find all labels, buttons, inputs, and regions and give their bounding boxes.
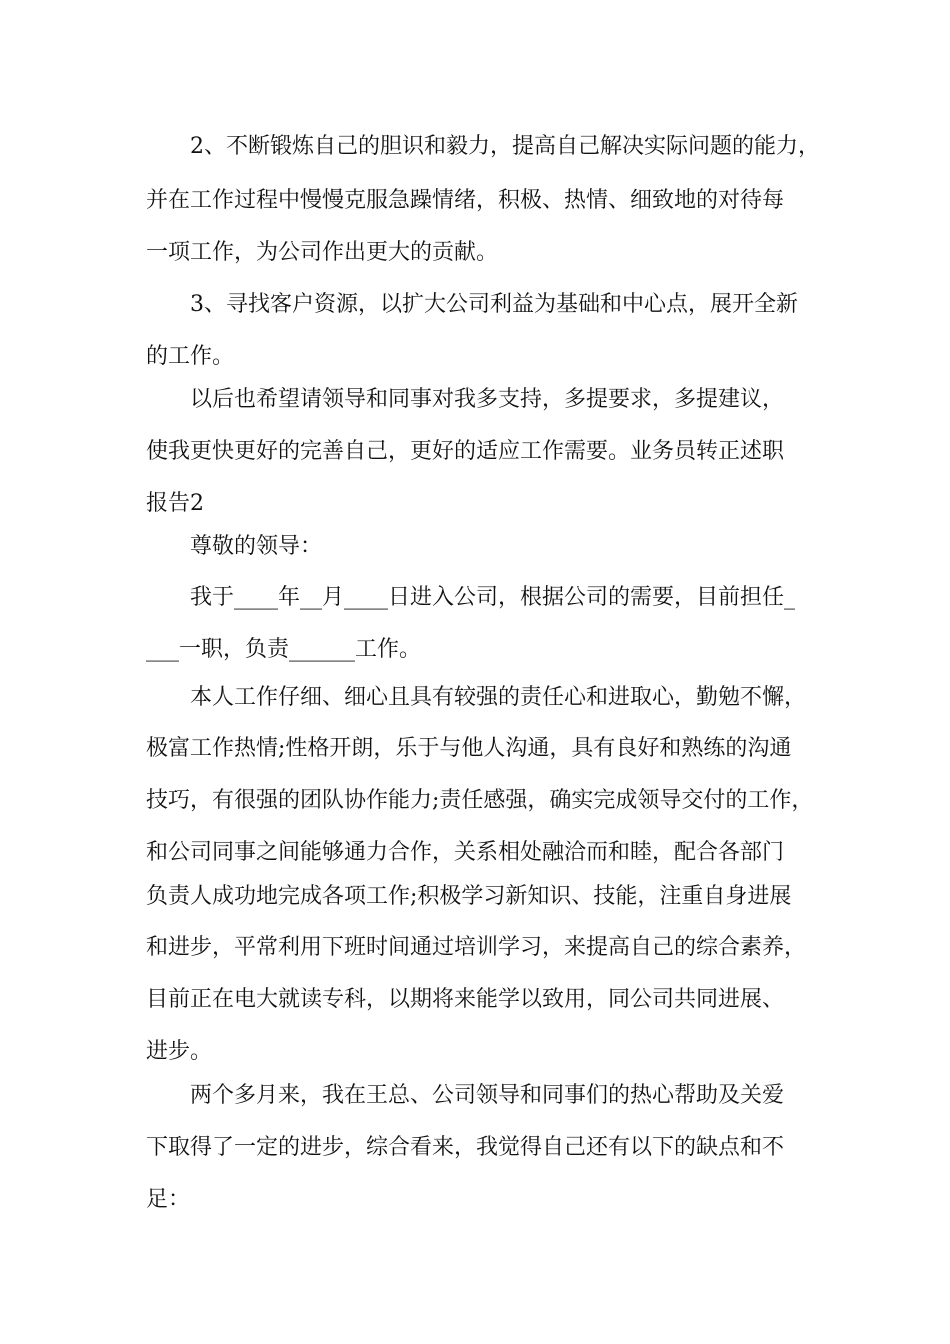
text-line: 极富工作热情;性格开朗，乐于与他人沟通，具有良好和熟练的沟通 — [146, 736, 792, 761]
text-line: 一项工作，为公司作出更大的贡献。 — [146, 240, 499, 265]
text-line: 的工作。 — [146, 344, 235, 369]
text-line: 3、寻找客户资源，以扩大公司利益为基础和中心点，展开全新 — [190, 292, 798, 317]
text-line: 两个多月来，我在王总、公司领导和同事们的热心帮助及关爱 — [190, 1083, 785, 1108]
text-line: 和进步，平常利用下班时间通过培训学习，来提高自己的综合素养， — [146, 935, 807, 960]
text-line: 使我更快更好的完善自己，更好的适应工作需要。业务员转正述职 — [146, 439, 785, 464]
text-line: ___一职，负责______工作。 — [146, 637, 422, 662]
text-line: 下取得了一定的进步，综合看来，我觉得自己还有以下的缺点和不 — [146, 1135, 785, 1160]
text-line: 技巧，有很强的团队协作能力;责任感强，确实完成领导交付的工作， — [146, 788, 814, 813]
text-line: 以后也希望请领导和同事对我多支持，多提要求，多提建议， — [190, 387, 785, 412]
text-line: 负责人成功地完成各项工作;积极学习新知识、技能，注重自身进展 — [146, 884, 792, 909]
text-line: 足： — [146, 1187, 191, 1212]
text-line: 我于____年__月____日进入公司，根据公司的需要，目前担任_ — [190, 585, 796, 610]
text-line: 进步。 — [146, 1039, 213, 1064]
text-line: 本人工作仔细、细心且具有较强的责任心和进取心，勤勉不懈， — [190, 685, 807, 710]
text-line: 和公司同事之间能够通力合作，关系相处融洽而和睦，配合各部门 — [146, 840, 785, 865]
text-line: 尊敬的领导： — [190, 534, 323, 559]
text-line: 目前正在电大就读专科，以期将来能学以致用，同公司共同进展、 — [146, 987, 785, 1012]
text-line: 报告2 — [146, 491, 204, 516]
text-line: 2、不断锻炼自己的胆识和毅力，提高自己解决实际问题的能力， — [190, 134, 820, 159]
text-line: 并在工作过程中慢慢克服急躁情绪，积极、热情、细致地的对待每 — [146, 188, 785, 213]
